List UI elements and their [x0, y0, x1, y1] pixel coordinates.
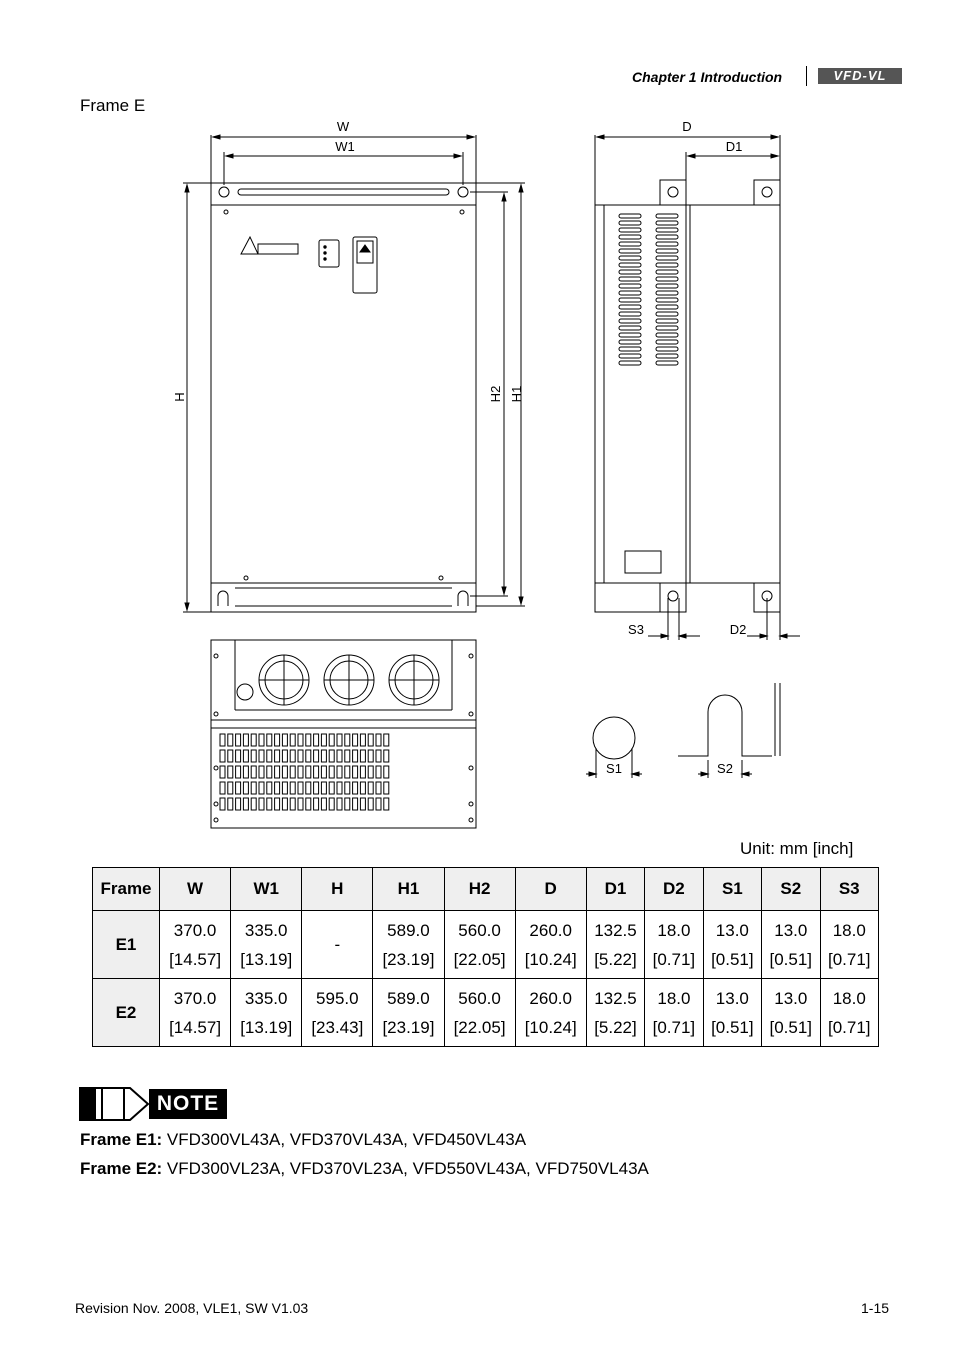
grille-slot	[368, 766, 373, 778]
unit-label: Unit: mm [inch]	[740, 839, 854, 858]
cell-inch-value: [0.71]	[827, 1017, 871, 1037]
vent-slot	[656, 326, 678, 330]
vent-slot	[656, 256, 678, 260]
grille-slot	[360, 766, 365, 778]
bottom-view	[211, 640, 476, 828]
grille-slot	[251, 734, 256, 746]
vent-slot	[656, 277, 678, 281]
table-cell	[515, 979, 586, 1047]
grille-slot	[220, 734, 225, 746]
vent-slot	[656, 263, 678, 267]
grille-slot	[228, 734, 233, 746]
cell-inch-value: [23.19]	[382, 1017, 435, 1037]
grille-slot	[275, 750, 280, 762]
cell-mm-value: 335.0	[244, 988, 288, 1008]
vent-slot	[656, 284, 678, 288]
note-label: NOTE	[149, 1089, 227, 1119]
cell-mm-value: 18.0	[832, 988, 866, 1008]
note-line-label: Frame E2:	[80, 1159, 163, 1178]
dim-label-h1: H1	[509, 385, 524, 403]
vent-slot	[656, 340, 678, 344]
grille-slot	[228, 766, 233, 778]
column-header: W1	[231, 868, 302, 911]
vent-slot	[619, 263, 641, 267]
vent-slot	[619, 256, 641, 260]
dim-label-s2: S2	[717, 761, 733, 776]
cell-inch-value: [0.51]	[769, 1017, 813, 1037]
table-cell	[703, 911, 761, 979]
dim-label-s1: S1	[606, 761, 622, 776]
cell-mm-value: 335.0	[244, 920, 288, 940]
vent-slot	[619, 277, 641, 281]
grille-slot	[243, 782, 248, 794]
cell-inch-value: [23.19]	[382, 949, 435, 969]
grille-slot	[267, 766, 272, 778]
vent-slot	[619, 298, 641, 302]
cell-mm-value: 560.0	[458, 988, 501, 1008]
side-view	[595, 135, 800, 640]
grille-slot	[259, 782, 264, 794]
note-line-text: VFD300VL23A, VFD370VL23A, VFD550VL43A, VFD750VL43A	[162, 1159, 649, 1178]
table-row	[93, 911, 879, 979]
grille-slot	[321, 750, 326, 762]
column-header: S2	[762, 868, 820, 911]
vent-slot	[656, 298, 678, 302]
vent-slot	[619, 347, 641, 351]
footer-revision: Revision Nov. 2008, VLE1, SW V1.03	[75, 1300, 309, 1316]
grille-slot	[220, 750, 225, 762]
grille-slot	[290, 734, 295, 746]
cell-mm-value: 18.0	[657, 988, 691, 1008]
grille-slot	[282, 766, 287, 778]
grille-slot	[298, 766, 303, 778]
cell-inch-value: [5.22]	[594, 1017, 637, 1037]
vent-slot	[619, 291, 641, 295]
grille-slot	[275, 798, 280, 810]
grille-slot	[236, 798, 241, 810]
grille-slot	[298, 782, 303, 794]
grille-slot	[314, 782, 319, 794]
table-cell	[703, 979, 761, 1047]
grille-slot	[306, 782, 311, 794]
table-cell	[160, 911, 231, 979]
dim-label-h: H	[172, 392, 187, 402]
row-frame-cell: E2	[93, 979, 160, 1047]
grille-slot	[275, 734, 280, 746]
vent-slot	[619, 354, 641, 358]
table-cell	[820, 911, 879, 979]
cell-inch-value: [5.22]	[594, 949, 637, 969]
cell-inch-value: [23.43]	[311, 1017, 364, 1037]
cell-inch-value: [14.57]	[169, 949, 222, 969]
grille-slot	[282, 782, 287, 794]
grille-slot	[345, 766, 350, 778]
grille-slot	[314, 798, 319, 810]
cell-inch-value: [14.57]	[169, 1017, 222, 1037]
grille-slot	[251, 798, 256, 810]
table-cell	[160, 979, 231, 1047]
grille-slot	[259, 734, 264, 746]
dim-label-w1: W1	[335, 139, 355, 154]
grille-slot	[220, 782, 225, 794]
vent-slot	[619, 221, 641, 225]
table-cell	[645, 911, 703, 979]
vent-slot	[656, 270, 678, 274]
grille-slot	[290, 782, 295, 794]
table-cell	[302, 911, 373, 979]
column-header: H	[302, 868, 373, 911]
grille-slot	[360, 798, 365, 810]
grille-slot	[337, 750, 342, 762]
grille-slot	[384, 798, 389, 810]
grille-slot	[267, 798, 272, 810]
column-header: D	[515, 868, 586, 911]
vent-slot	[619, 361, 641, 365]
grille-slot	[243, 798, 248, 810]
column-header: S1	[703, 868, 761, 911]
vent-slot	[619, 319, 641, 323]
grille-slot	[376, 750, 381, 762]
cell-mm-value: 260.0	[529, 920, 572, 940]
column-header: Frame	[93, 868, 160, 911]
grille-slot	[236, 734, 241, 746]
vent-slot	[619, 340, 641, 344]
note-line-label: Frame E1:	[80, 1130, 163, 1149]
column-header: H1	[373, 868, 444, 911]
vent-slot	[656, 361, 678, 365]
grille-slot	[353, 782, 358, 794]
table-cell	[444, 911, 515, 979]
table-row	[93, 979, 879, 1047]
table-cell	[762, 979, 820, 1047]
cell-inch-value: [0.71]	[652, 1017, 696, 1037]
grille-slot	[337, 782, 342, 794]
cell-inch-value: [0.51]	[711, 1017, 754, 1037]
vent-slot	[656, 354, 678, 358]
grille-slot	[329, 750, 334, 762]
grille-slot	[329, 766, 334, 778]
cell-mm-value: 595.0	[316, 988, 359, 1008]
table-cell	[231, 911, 302, 979]
vent-slot	[656, 333, 678, 337]
grille-slot	[384, 782, 389, 794]
dim-label-d: D	[682, 119, 692, 134]
grille-slot	[314, 750, 319, 762]
grille-slot	[337, 798, 342, 810]
grille-slot	[290, 766, 295, 778]
vent-slot	[656, 319, 678, 323]
grille-slot	[251, 782, 256, 794]
cell-mm-value: -	[334, 935, 341, 954]
vent-slot	[619, 270, 641, 274]
grille-slot	[360, 750, 365, 762]
grille-slot	[345, 750, 350, 762]
dim-label-h2: H2	[488, 385, 503, 403]
grille-slot	[282, 750, 287, 762]
grille-slot	[360, 734, 365, 746]
dim-label-w: W	[336, 119, 350, 134]
grille-slot	[314, 766, 319, 778]
grille-slot	[345, 734, 350, 746]
frame-title: Frame E	[80, 96, 146, 115]
cell-inch-value: [10.24]	[524, 1017, 577, 1037]
side-vent-slots	[619, 214, 678, 365]
vent-slot	[619, 249, 641, 253]
grille-slot	[259, 750, 264, 762]
grille-slot	[259, 766, 264, 778]
cell-mm-value: 13.0	[774, 920, 808, 940]
grille-slot	[275, 766, 280, 778]
cell-mm-value: 18.0	[657, 920, 691, 940]
cell-mm-value: 18.0	[832, 920, 866, 940]
cell-inch-value: [0.51]	[711, 949, 754, 969]
column-header: W	[160, 868, 231, 911]
grille-slot	[337, 766, 342, 778]
cell-mm-value: 260.0	[529, 988, 572, 1008]
grille-slot	[243, 750, 248, 762]
grille-slot	[306, 750, 311, 762]
table-cell	[645, 979, 703, 1047]
grille-slot	[306, 798, 311, 810]
cell-inch-value: [22.05]	[453, 1017, 506, 1037]
grille-slot	[329, 734, 334, 746]
cell-mm-value: 13.0	[715, 920, 749, 940]
table-cell	[231, 979, 302, 1047]
grille-slot	[236, 750, 241, 762]
grille-slot	[321, 766, 326, 778]
grille-slot	[384, 734, 389, 746]
grille-slot	[353, 734, 358, 746]
grille-slot	[376, 798, 381, 810]
vent-slot	[656, 347, 678, 351]
dim-label-s3: S3	[628, 622, 644, 637]
table-cell	[373, 911, 444, 979]
cell-mm-value: 132.5	[594, 988, 637, 1008]
grille-slot	[329, 782, 334, 794]
vent-slot	[656, 214, 678, 218]
grille-slot	[353, 766, 358, 778]
grille-slot	[376, 782, 381, 794]
grille-slot	[298, 750, 303, 762]
vent-slot	[619, 242, 641, 246]
grille-slot	[243, 766, 248, 778]
grille-slot	[220, 766, 225, 778]
grille-slot	[353, 798, 358, 810]
grille-slot	[282, 734, 287, 746]
vent-slot	[619, 214, 641, 218]
grille-slot	[251, 766, 256, 778]
table-cell	[820, 979, 879, 1047]
grille-slot	[368, 782, 373, 794]
vent-slot	[619, 228, 641, 232]
cell-inch-value: [0.71]	[652, 949, 696, 969]
cell-mm-value: 370.0	[173, 988, 217, 1008]
note-line-e1	[80, 1130, 526, 1150]
table-cell	[586, 911, 644, 979]
grille-slot	[337, 734, 342, 746]
vent-slot	[656, 291, 678, 295]
dimension-table	[92, 867, 879, 1047]
table-header-row	[93, 868, 879, 911]
dimension-drawing	[0, 110, 954, 835]
grille-slot	[275, 782, 280, 794]
grille-slot	[360, 782, 365, 794]
vent-slot	[619, 326, 641, 330]
cell-inch-value: [13.19]	[240, 1017, 293, 1037]
table-cell	[586, 979, 644, 1047]
grille-slot	[282, 798, 287, 810]
page-number: 1-15	[861, 1300, 890, 1316]
vent-slot	[656, 249, 678, 253]
grille-slot	[298, 798, 303, 810]
column-header: D2	[645, 868, 703, 911]
cell-inch-value: [0.51]	[769, 949, 813, 969]
cell-inch-value: [13.19]	[240, 949, 293, 969]
grille-slot	[306, 766, 311, 778]
grille-slot	[236, 782, 241, 794]
grille-slot	[329, 798, 334, 810]
grille-slot	[376, 766, 381, 778]
grille-slot	[345, 798, 350, 810]
dim-label-d1: D1	[725, 139, 743, 154]
column-header: D1	[586, 868, 644, 911]
grille-slot	[321, 734, 326, 746]
vent-slot	[656, 312, 678, 316]
vent-slot	[619, 305, 641, 309]
vent-slot	[656, 221, 678, 225]
grille-slot	[243, 734, 248, 746]
grille-slot	[353, 750, 358, 762]
cell-mm-value: 370.0	[173, 920, 217, 940]
cell-mm-value: 589.0	[387, 920, 430, 940]
cell-mm-value: 132.5	[594, 920, 637, 940]
grille-slot	[267, 734, 272, 746]
grille-slot	[228, 750, 233, 762]
grille-slot	[251, 750, 256, 762]
front-view	[183, 135, 525, 612]
grille-slot	[236, 766, 241, 778]
row-frame-cell: E1	[93, 911, 160, 979]
grille-slot	[220, 798, 225, 810]
grille-slot	[368, 734, 373, 746]
vent-slot	[619, 312, 641, 316]
grille-slot	[290, 798, 295, 810]
cell-inch-value: [22.05]	[453, 949, 506, 969]
grille-slot	[298, 734, 303, 746]
vent-slot	[656, 305, 678, 309]
grille-slot	[228, 798, 233, 810]
grille-slot	[228, 782, 233, 794]
grille-slot	[314, 734, 319, 746]
column-header: S3	[820, 868, 879, 911]
grille-slot	[321, 798, 326, 810]
product-logo: VFD-VL	[818, 68, 902, 84]
grille-slot	[306, 734, 311, 746]
grille-slot	[384, 766, 389, 778]
vent-slot	[619, 235, 641, 239]
cell-mm-value: 589.0	[387, 988, 430, 1008]
note-line-e2	[80, 1159, 649, 1179]
grille-slot	[267, 782, 272, 794]
vent-slot	[656, 242, 678, 246]
chapter-title: Chapter 1 Introduction	[632, 69, 783, 85]
grille-slot	[368, 798, 373, 810]
cell-mm-value: 13.0	[774, 988, 808, 1008]
vent-slot	[619, 333, 641, 337]
cell-mm-value: 13.0	[715, 988, 749, 1008]
table-cell	[444, 979, 515, 1047]
grille-slot	[376, 734, 381, 746]
cell-inch-value: [0.71]	[827, 949, 871, 969]
dim-label-d2: D2	[729, 622, 747, 637]
table-cell	[302, 979, 373, 1047]
column-header: H2	[444, 868, 515, 911]
cell-mm-value: 560.0	[458, 920, 501, 940]
table-cell	[762, 911, 820, 979]
grille-slot	[345, 782, 350, 794]
table-cell	[515, 911, 586, 979]
vent-slot	[656, 235, 678, 239]
note-pencil-icon	[78, 1086, 150, 1122]
cell-inch-value: [10.24]	[524, 949, 577, 969]
grille-slot	[290, 750, 295, 762]
vent-slot	[656, 228, 678, 232]
grille-slot	[321, 782, 326, 794]
grille-slot	[259, 798, 264, 810]
grille-slot	[368, 750, 373, 762]
header-separator	[806, 66, 807, 86]
vent-slot	[619, 284, 641, 288]
note-line-text: VFD300VL43A, VFD370VL43A, VFD450VL43A	[162, 1130, 527, 1149]
grille-slot	[384, 750, 389, 762]
table-cell	[373, 979, 444, 1047]
grille-slot	[267, 750, 272, 762]
